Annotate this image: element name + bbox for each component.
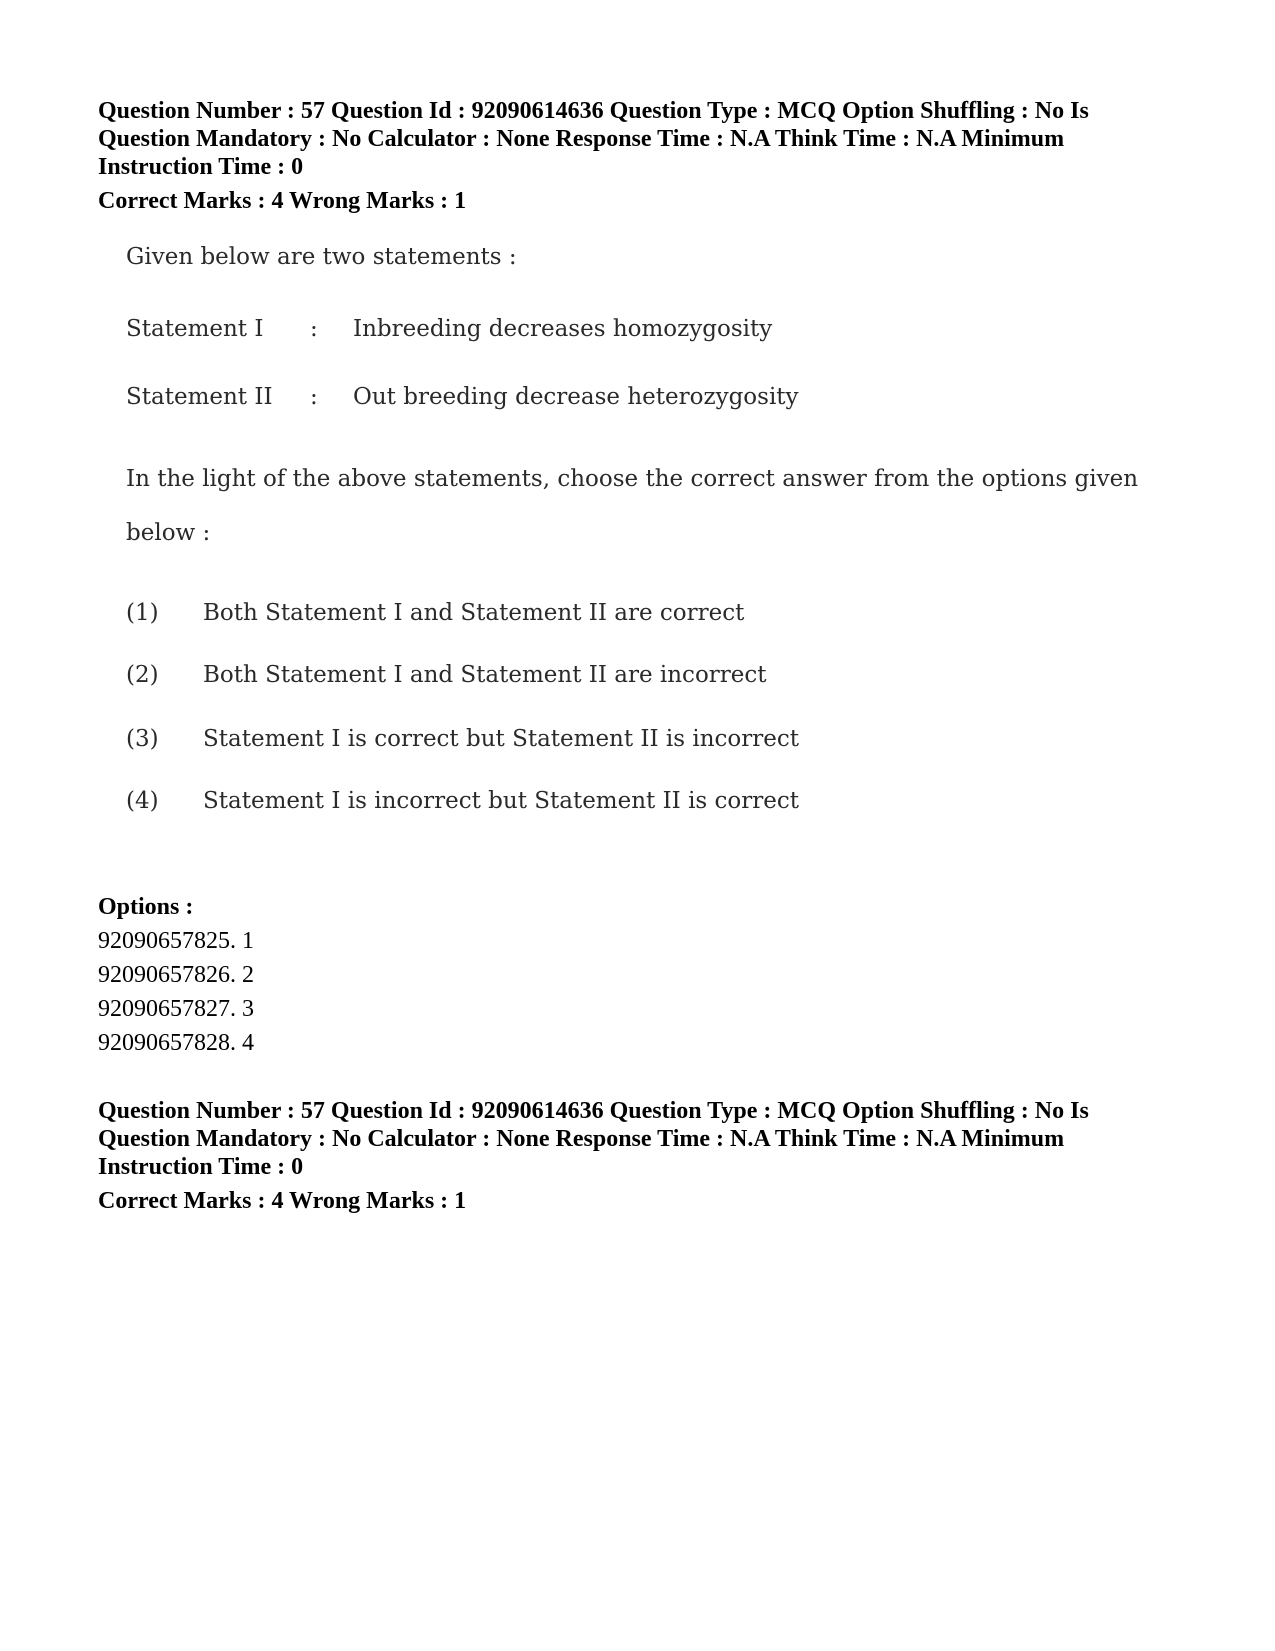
choice-text: Both Statement I and Statement II are correct bbox=[203, 600, 745, 626]
option-item: 92090657827. 3 bbox=[98, 996, 254, 1022]
statement-label: Statement II bbox=[126, 384, 273, 410]
choice-number: (2) bbox=[126, 662, 159, 688]
instruction-text: In the light of the above statements, choose the correct answer from the options given bbox=[126, 466, 1139, 492]
marks-line: Correct Marks : 4 Wrong Marks : 1 bbox=[98, 188, 467, 214]
option-item: 92090657825. 1 bbox=[98, 928, 254, 954]
choice-text: Statement I is incorrect but Statement II is correct bbox=[203, 788, 800, 814]
choice-number: (3) bbox=[126, 726, 159, 752]
marks-line: Correct Marks : 4 Wrong Marks : 1 bbox=[98, 1188, 467, 1214]
statement-label: Statement I bbox=[126, 316, 264, 342]
question-meta-header: Question Number : 57 Question Id : 92090614636 Question Type : MCQ Option Shuffling : No Is Question Mandatory : No Calculator : None Response Time : N.A Think Time : N.A Minimum Instruction Time : 0 bbox=[98, 1098, 1089, 1180]
choice-text: Both Statement I and Statement II are incorrect bbox=[203, 662, 767, 688]
option-item: 92090657826. 2 bbox=[98, 962, 254, 988]
options-heading: Options : bbox=[98, 894, 194, 920]
question-intro: Given below are two statements : bbox=[126, 244, 517, 270]
choice-number: (4) bbox=[126, 788, 159, 814]
choice-number: (1) bbox=[126, 600, 159, 626]
statement-colon: : bbox=[310, 316, 318, 342]
option-item: 92090657828. 4 bbox=[98, 1030, 254, 1056]
question-meta-header: Question Number : 57 Question Id : 92090614636 Question Type : MCQ Option Shuffling : No Is Question Mandatory : No Calculator : None Response Time : N.A Think Time : N.A Minimum Instruction Time : 0 bbox=[98, 98, 1089, 180]
statement-text: Inbreeding decreases homozygosity bbox=[353, 316, 773, 342]
question-image bbox=[98, 238, 1178, 858]
statement-text: Out breeding decrease heterozygosity bbox=[353, 384, 799, 410]
statement-colon: : bbox=[310, 384, 318, 410]
instruction-text-continued: below : bbox=[126, 520, 211, 546]
choice-text: Statement I is correct but Statement II is incorrect bbox=[203, 726, 800, 752]
